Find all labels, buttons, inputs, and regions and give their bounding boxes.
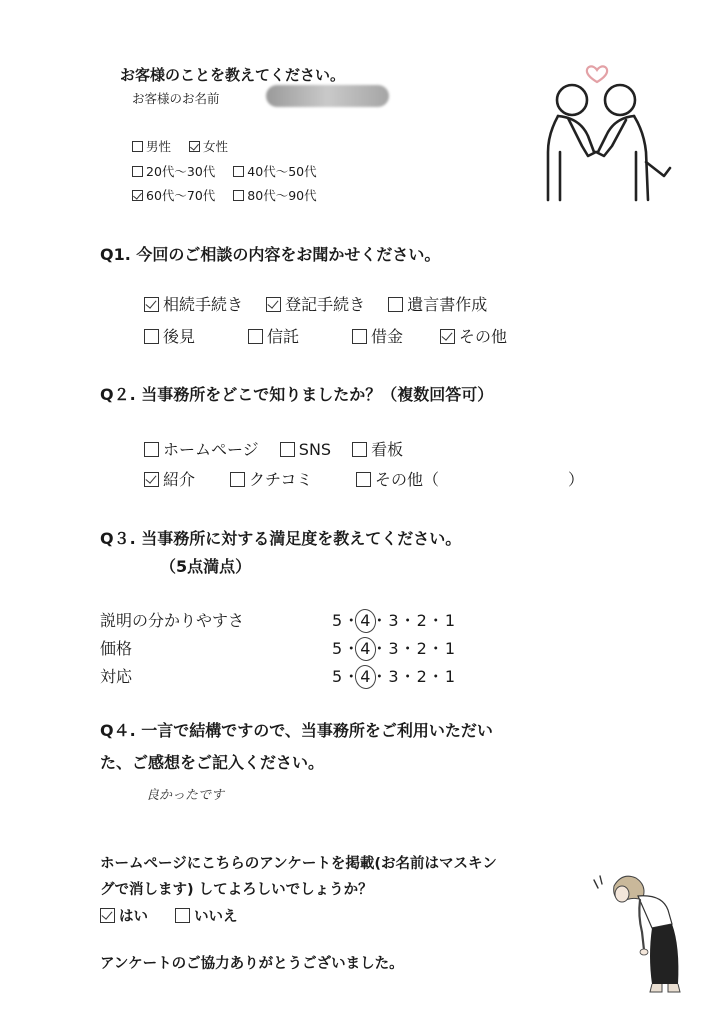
q1-option-other[interactable] [440,324,507,347]
q1-option-guardianship[interactable] [144,324,248,347]
rating-option[interactable]: 5 [332,667,344,686]
rating-option[interactable]: 2 [416,639,428,658]
checkbox-age-80-90[interactable] [233,190,244,201]
checkbox-age-40-50[interactable] [233,166,244,177]
rating-option-selected[interactable]: 4 [360,611,372,630]
age-40-50[interactable] [233,162,316,180]
age-40-50-label: 40代～50代 [247,164,317,179]
checkbox-debt[interactable] [352,329,367,344]
rating-option-selected[interactable]: 4 [360,667,372,686]
q2-option-word-of-mouth-label: クチコミ [249,470,313,489]
checkbox-trust[interactable] [248,329,263,344]
rating-option[interactable]: 3 [388,667,400,686]
q4-question-line1: Q４. 一言で結構ですので、当事務所をご利用いただい [100,721,493,740]
checkbox-male[interactable] [132,141,143,152]
q3-rating-scale [332,664,456,687]
consent-no-label: いいえ [194,909,238,925]
q2-option-sns-label: SNS [298,440,332,459]
consent-yes-label: はい [119,909,148,925]
rating-option-selected[interactable]: 4 [360,639,372,658]
rating-option[interactable]: 1 [444,667,456,686]
checkbox-other[interactable] [440,329,455,344]
checkbox-q2-other[interactable] [356,472,371,487]
checkbox-registration[interactable] [266,297,281,312]
gender-female[interactable] [189,137,228,155]
q1-option-registration-label: 登記手続き [285,295,366,314]
q1-option-inheritance-label: 相続手続き [163,295,244,314]
checkbox-age-20-30[interactable] [132,166,143,177]
age-20-30-label: 20代～30代 [146,164,216,179]
age-row-2 [132,186,317,204]
checkbox-word-of-mouth[interactable] [230,472,245,487]
checkbox-referral[interactable] [144,472,159,487]
checkbox-no[interactable] [175,908,190,923]
q1-option-inheritance[interactable] [144,292,243,315]
q1-option-trust[interactable] [248,324,352,347]
q1-option-registration[interactable] [266,292,365,315]
q1-option-will[interactable] [388,292,487,315]
q2-option-word-of-mouth[interactable] [230,467,356,490]
q1-option-guardianship-label: 後見 [163,327,196,346]
rating-separator: ・ [427,639,445,658]
q2-row-2 [144,467,439,490]
rating-option[interactable]: 2 [416,611,428,630]
checkbox-age-60-70[interactable] [132,190,143,201]
name-label: お客様のお名前 [132,91,220,106]
q3-rating-scale [332,608,456,631]
gender-male[interactable] [132,137,171,155]
q2-option-homepage[interactable] [144,437,259,460]
q3-row-label: 対応 [100,667,133,686]
rating-separator: ・ [427,611,445,630]
q3-row-label: 説明の分かりやすさ [100,611,245,630]
rating-option[interactable]: 5 [332,611,344,630]
consent-line1: ホームページにこちらのアンケートを掲載(お名前はマスキン [100,856,497,872]
consent-options [100,905,238,926]
rating-separator: ・ [343,639,361,658]
page-title: お客様のことを教えてください。 [120,66,346,84]
q4-question-line2: た、ご感想をご記入ください。 [100,753,325,772]
q2-question: Q２. 当事務所をどこで知りましたか？（複数回答可） [100,385,494,404]
q2-other-close: ） [568,470,585,489]
q1-option-trust-label: 信託 [267,327,300,346]
checkbox-female[interactable] [189,141,200,152]
q2-option-signboard[interactable] [352,437,403,460]
gender-male-label: 男性 [146,139,172,154]
age-80-90[interactable] [233,186,316,204]
rating-separator: ・ [427,667,445,686]
rating-separator: ・ [399,611,417,630]
q1-row-1 [144,292,487,315]
rating-separator: ・ [371,667,389,686]
q4-answer: 良かったです [146,788,225,803]
rating-option[interactable]: 3 [388,639,400,658]
rating-separator: ・ [371,611,389,630]
gender-female-label: 女性 [203,139,229,154]
q3-subtitle: （5点満点） [160,557,252,576]
rating-separator: ・ [399,667,417,686]
q2-option-referral[interactable] [144,467,230,490]
q1-option-debt-label: 借金 [371,327,404,346]
q3-row-label: 価格 [100,639,133,658]
q2-option-homepage-label: ホームページ [163,440,259,459]
rating-separator: ・ [343,611,361,630]
q2-option-sns[interactable] [280,440,331,459]
checkbox-homepage[interactable] [144,442,159,457]
rating-separator: ・ [399,639,417,658]
rating-separator: ・ [371,639,389,658]
q2-option-signboard-label: 看板 [371,440,404,459]
heart-icon [587,66,607,82]
name-redaction [266,85,389,107]
closing-message: アンケートのご協力ありがとうございました。 [100,956,404,972]
age-60-70[interactable] [132,186,215,204]
age-60-70-label: 60代～70代 [146,188,216,203]
rating-option[interactable]: 1 [444,611,456,630]
checkbox-inheritance[interactable] [144,297,159,312]
consent-no[interactable] [175,905,238,926]
q1-row-2 [144,324,507,347]
age-20-30[interactable] [132,162,215,180]
rating-option[interactable]: 2 [416,667,428,686]
couple-illustration [536,52,696,212]
q2-option-other-label: その他（ [375,470,440,489]
age-80-90-label: 80代～90代 [247,188,317,203]
bowing-woman-illustration [592,866,692,996]
q1-option-other-label: その他 [459,327,508,346]
rating-option[interactable]: 3 [388,611,400,630]
age-row-1 [132,162,317,180]
checkbox-sns[interactable] [280,442,295,457]
checkbox-guardianship[interactable] [144,329,159,344]
gender-row [132,137,228,155]
consent-yes[interactable] [100,905,148,926]
q2-row-1 [144,437,403,460]
consent-line2: グで消します) してよろしいでしょうか？ [100,882,373,898]
q1-option-will-label: 遺言書作成 [407,295,488,314]
checkbox-signboard[interactable] [352,442,367,457]
q1-question: Q1. 今回のご相談の内容をお聞かせください。 [100,245,441,264]
q1-option-debt[interactable] [352,324,440,347]
rating-option[interactable]: 5 [332,639,344,658]
q2-option-referral-label: 紹介 [163,470,196,489]
rating-separator: ・ [343,667,361,686]
rating-option[interactable]: 1 [444,639,456,658]
checkbox-will[interactable] [388,297,403,312]
q3-question: Q３. 当事務所に対する満足度を教えてください。 [100,529,462,548]
q2-option-other[interactable] [356,467,439,490]
q3-rating-scale [332,636,456,659]
checkbox-yes[interactable] [100,908,115,923]
